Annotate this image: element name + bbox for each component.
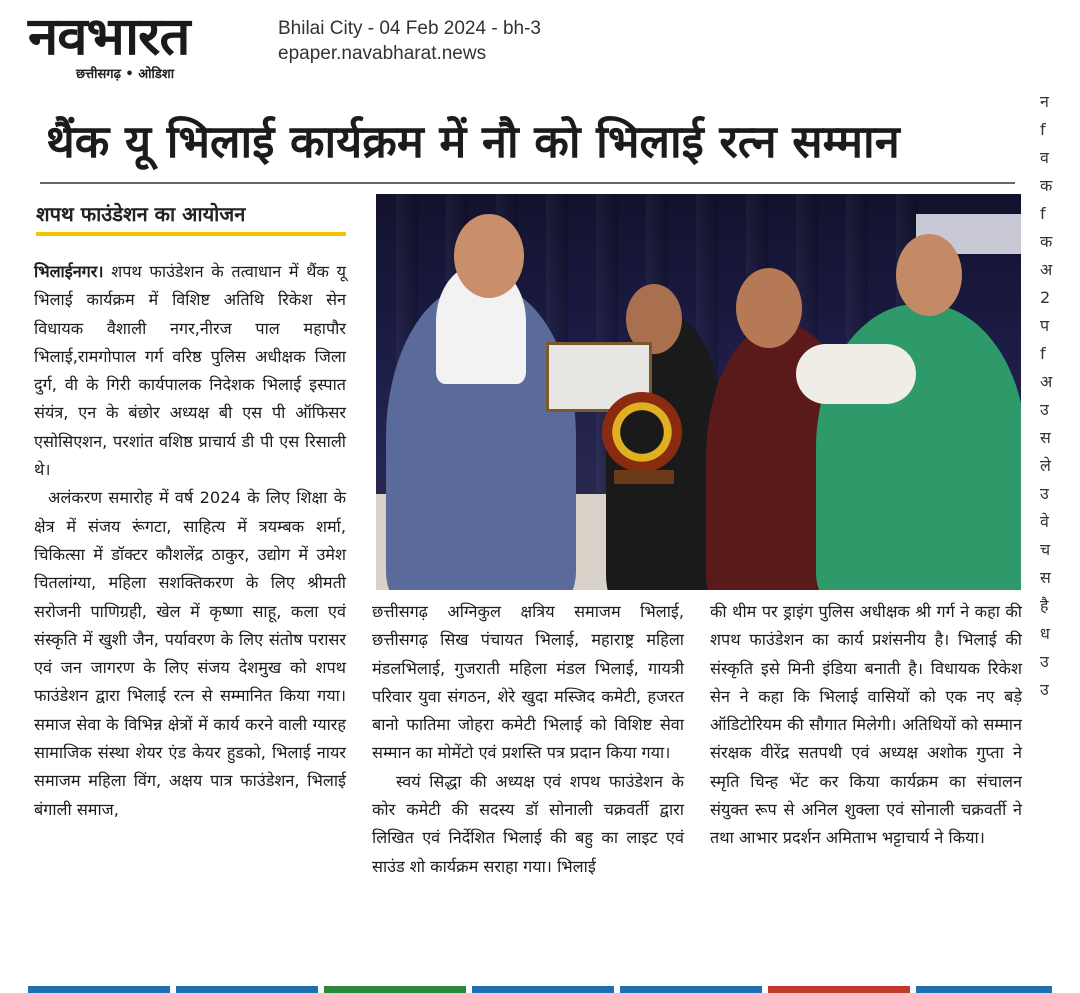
edition-url: epaper.navabharat.news: [278, 43, 487, 64]
paragraph: छत्तीसगढ़ अग्निकुल क्षत्रिय समाजम भिलाई, छत्तीसगढ़ सिख पंचायत भिलाई, महाराष्ट्र महिला मंडलभिलाई, गुजराती महिला मंडल भिलाई, गायत्री परिवार युवा संगठन, शेरे खुदा मस्जिद कमेटी, हजरत बानो फातिमा जोहरा कमेटी भिलाई को विशिष्ट सेवा सम्मान का मोमेंटो एवं प्रशस्ति पत्र प्रदान किया गया।: [372, 602, 684, 763]
bottom-color-bar: [916, 986, 1052, 993]
article-column-1: [34, 258, 346, 824]
paragraph: अलंकरण समारोह में वर्ष 2024 के लिए शिक्षा के क्षेत्र में संजय रूंगटा, साहित्य में त्रयम्बक शर्मा, चिकित्सा में डॉक्टर कौशलेंद्र ठाकुर, उद्योग में उमेश चितलांग्या, महिला सशक्तिकरण के लिए श्रीमती सरोजनी पाणिग्रही, खेल में कृष्णा साहू, कला एवं संस्कृति में खुशी जैन, पर्यावरण के लिए संतोष परासर एवं जन जागरण के लिए संजय देशमुख को शपथ फाउंडेशन द्वारा भिलाई रत्न से सम्मानित किया गया। समाज सेवा के विभिन्न क्षेत्रों में कार्य करने वाली ग्यारह सामाजिक संस्था शेयर एंड केयर हुडको, भिलाई नायर समाजम महिला विंग, अक्षय पात्र फाउंडेशन, भिलाई बंगाली समाज,: [34, 488, 346, 819]
trophy: [602, 392, 682, 472]
adjacent-column-fragment: न f व क f क अ 2 प f अ उ स ले उ वे च स है ध उ उ: [1040, 92, 1053, 699]
paragraph-text: शपथ फाउंडेशन के तत्वाधान में थैंक यू भिलाई कार्यक्रम में विशिष्ट अतिथि रिकेश सेन विधायक वैशाली नगर,नीरज पाल महापौर भिलाई,रामगोपाल गर्ग वरिष्ठ पुलिस अधीक्षक जिला दुर्ग, वी के गिरी कार्यपालक निदेशक भिलाई इस्पात संयंत्र, एन के बंछोर अध्यक्ष बी एस पी ऑफिसर एसोसिएशन, परशांत वशिष्ठ प्राचार्य डी पी एस रिसाली थे।: [34, 262, 346, 480]
trophy-base: [614, 470, 674, 484]
kicker-underline: [36, 232, 346, 236]
paragraph: की थीम पर ड्राइंग पुलिस अधीक्षक श्री गर्ग ने कहा की शपथ फाउंडेशन का कार्य प्रशंसनीय है। भिलाई की संस्कृति इसे मिनी इंडिया बनाती है। विधायक रिकेश सेन ने कहा कि भिलाई वासियों को एक नए बड़े ऑडिटोरियम की सौगात मिलेगी। अतिथियों को सम्मान संरक्षक वीरेंद्र सतपथी एवं अध्यक्ष अशोक गुप्ता ने स्मृति चिन्ह भेंट कर किया कार्यक्रम का संचालन संयुक्त रूप से अनिल शुक्ला एवं सोनाली चक्रवर्ती ने तथा आभार प्रदर्शन अमिताभ भट्टाचार्य ने किया।: [710, 602, 1022, 848]
masthead: [0, 0, 1080, 88]
logo-text: नवभारत: [28, 7, 190, 67]
paragraph: [34, 258, 346, 484]
bottom-color-bar: [176, 986, 318, 993]
article-headline: थैंक यू भिलाई कार्यक्रम में नौ को भिलाई रत्न सम्मान: [46, 115, 900, 168]
article-kicker: शपथ फाउंडेशन का आयोजन: [36, 202, 246, 226]
bottom-color-bar: [472, 986, 614, 993]
headline-divider: [40, 182, 1015, 184]
newspaper-logo: [28, 8, 260, 82]
dateline: भिलाईनगर।: [34, 262, 104, 281]
logo-subtitle: छत्तीसगढ़ • ओडिशा: [76, 67, 175, 82]
edition-line: Bhilai City - 04 Feb 2024 - bh-3: [278, 18, 541, 39]
edition-info: [278, 16, 541, 66]
bottom-color-bar: [768, 986, 910, 993]
article-column-2: [372, 598, 684, 881]
bottom-color-bar: [28, 986, 170, 993]
article-column-3: [710, 598, 1022, 853]
bottom-color-bar: [324, 986, 466, 993]
bottom-color-bar: [620, 986, 762, 993]
event-photo: [376, 194, 1021, 590]
paragraph: स्वयं सिद्धा की अध्यक्ष एवं शपथ फाउंडेशन के कोर कमेटी की सदस्य डॉ सोनाली चक्रवर्ती द्वारा लिखित एवं निर्देशित भिलाई की बहु का लाइट एवं साउंड शो कार्यक्रम सराहा गया। भिलाई: [372, 771, 684, 876]
